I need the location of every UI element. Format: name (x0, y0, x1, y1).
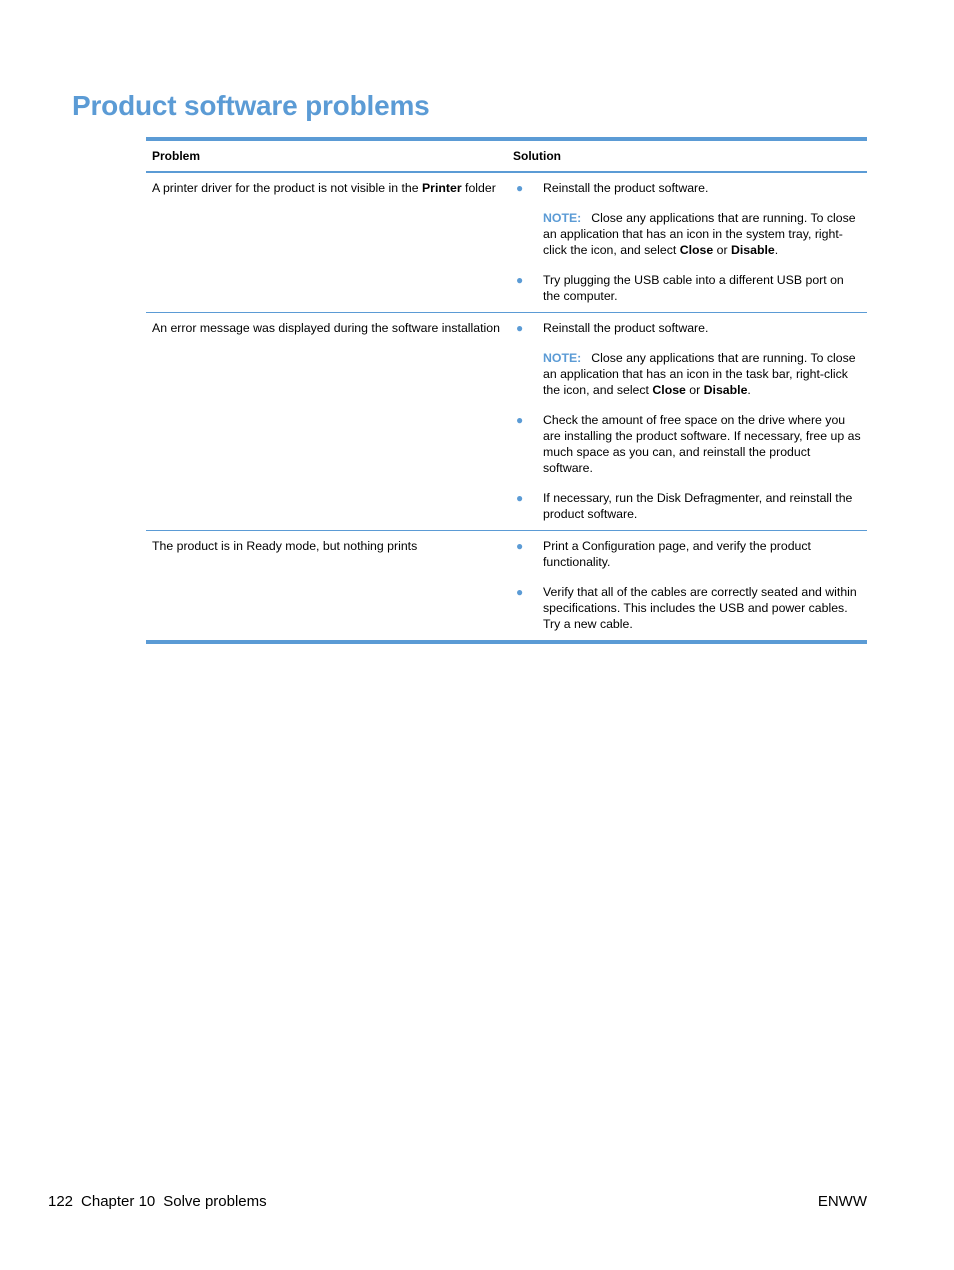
note-bold-disable: Disable (730, 243, 775, 257)
problem-cell (146, 173, 507, 312)
solution-text: Check the amount of free space on the drive where you are installing the product software. If necessary, free up as much space as you can, and reinstall the product software. (543, 413, 861, 475)
solution-cell (507, 173, 867, 312)
solution-cell (507, 531, 867, 640)
footer-left (48, 1193, 267, 1210)
solution-item (513, 538, 861, 570)
table-row (146, 531, 867, 640)
note-text-end: . (774, 243, 779, 257)
problem-bold: Printer (421, 181, 462, 195)
solution-text: Verify that all of the cables are correctly seated and within specifications. This includes the USB and power cables. Try a new cable. (543, 585, 857, 631)
note (543, 350, 861, 398)
note (543, 210, 861, 258)
footer-right: ENWW (817, 1193, 867, 1210)
table-row (146, 313, 867, 531)
problem-text: An error message was displayed during the software installation (152, 321, 500, 335)
solution-text: Try plugging the USB cable into a different USB port on the computer. (543, 273, 844, 303)
solution-item (513, 490, 861, 522)
solution-item (513, 584, 861, 632)
note-text: Close any applications that are running. To close an application that has an icon in the system tray, right-click the icon, and select (543, 211, 856, 257)
solution-text: Reinstall the product software. (543, 181, 709, 195)
bullet-icon: ● (516, 539, 524, 553)
solution-text: Print a Configuration page, and verify the product functionality. (543, 539, 811, 569)
bullet-icon: ● (516, 273, 524, 287)
chapter-label: Chapter 10 (81, 1193, 156, 1210)
bullet-icon: ● (516, 491, 524, 505)
bullet-icon: ● (516, 321, 524, 335)
note-bold-disable: Disable (703, 383, 748, 397)
solution-text: If necessary, run the Disk Defragmenter, and reinstall the product software. (543, 491, 853, 521)
header-problem: Problem (152, 149, 201, 163)
problem-text: The product is in Ready mode, but nothing prints (152, 539, 418, 553)
header-solution: Solution (513, 149, 561, 163)
solution-item (513, 180, 861, 258)
solution-item (513, 320, 861, 398)
note-bold-close: Close (652, 383, 686, 397)
problem-text: A printer driver for the product is not visible in the (152, 181, 422, 195)
note-label: NOTE: (543, 351, 582, 365)
note-text-mid: or (685, 383, 704, 397)
page-number: 122 (48, 1193, 74, 1210)
bullet-icon: ● (516, 181, 524, 195)
note-text-mid: or (713, 243, 731, 257)
note-label: NOTE: (543, 211, 582, 225)
problem-text-end: folder (461, 181, 496, 195)
table-row (146, 173, 867, 313)
bullet-icon: ● (516, 413, 524, 427)
bullet-icon: ● (516, 585, 524, 599)
solution-text: Reinstall the product software. (543, 321, 709, 335)
solution-cell (507, 313, 867, 530)
problems-table (146, 137, 867, 644)
note-text-end: . (747, 383, 751, 397)
note-bold-close: Close (679, 243, 714, 257)
problem-cell (146, 313, 507, 530)
note-text: Close any applications that are running. To close an application that has an icon in the task bar, right-click the icon, and select (543, 351, 856, 397)
table-header (146, 141, 867, 173)
section-label: Solve problems (163, 1193, 267, 1210)
page-title: Product software problems (72, 90, 430, 121)
problem-cell (146, 531, 507, 640)
solution-item (513, 272, 861, 304)
solution-item (513, 412, 861, 476)
